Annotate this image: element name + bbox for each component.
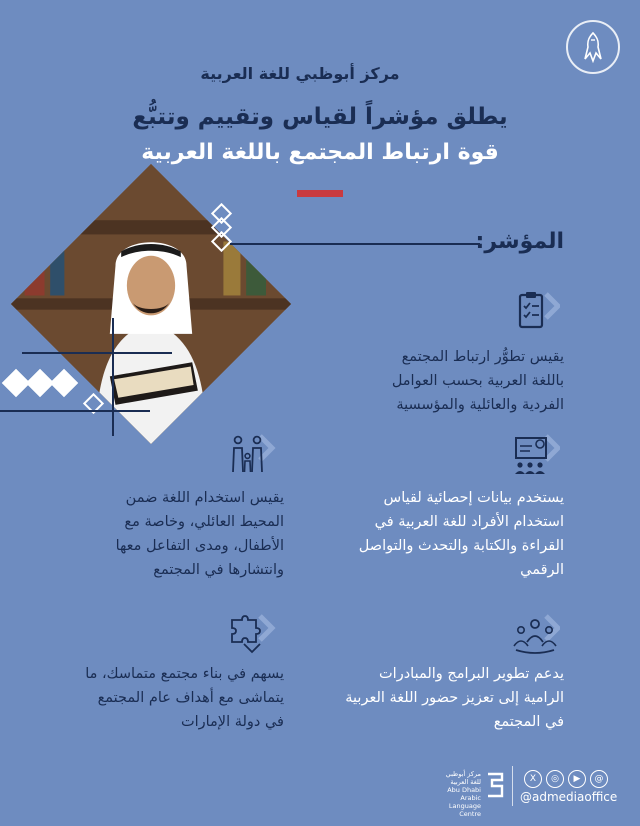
decor-line <box>22 352 172 354</box>
block-line: الرامية إلى تعزيز حضور اللغة العربية <box>345 690 564 706</box>
office-logo <box>566 20 620 74</box>
threads-icon[interactable]: @ <box>590 770 608 788</box>
footer-org-name <box>437 770 481 818</box>
puzzle-icon <box>226 612 276 656</box>
community-icon <box>510 612 560 656</box>
presentation-icon <box>510 432 560 476</box>
indicator-block-2 <box>264 486 564 582</box>
decor-diamond <box>50 369 78 397</box>
block-line: المحيط العائلي، وخاصة مع <box>124 514 284 530</box>
block-line: يقيس تطوُّر ارتباط المجتمع <box>401 349 564 365</box>
accent-divider <box>297 190 343 197</box>
block-line: يتماشى مع أهداف عام المجتمع <box>97 690 284 706</box>
org-line: Language Centre <box>448 802 481 818</box>
block-line: باللغة العربية بحسب العوامل <box>391 373 564 389</box>
indicator-block-4 <box>264 662 564 734</box>
indicator-block-5 <box>14 662 284 734</box>
org-line: للغة العربية <box>450 778 481 786</box>
section-heading: المؤشر: <box>475 229 564 254</box>
block-line: في المجتمع <box>493 714 564 730</box>
block-line: يسهم في بناء مجتمع متماسك، ما <box>85 666 284 682</box>
footer-divider <box>512 766 513 806</box>
block-line: يقيس استخدام اللغة ضمن <box>125 490 284 506</box>
subtitle: مركز أبوظبي للغة العربية <box>200 64 400 83</box>
indicator-block-3 <box>14 486 284 582</box>
block-line: الأطفال، ومدى التفاعل معها <box>115 538 284 554</box>
decor-line <box>112 318 114 436</box>
decor-line <box>0 410 150 412</box>
title-line-1: يطلق مؤشراً لقياس وتقييم وتتبُّع <box>132 104 508 130</box>
arabic-centre-logo-icon <box>484 770 506 800</box>
indicator-block-1 <box>264 345 564 417</box>
block-line: الفردية والعائلية والمؤسسية <box>396 397 564 413</box>
man-reading-illustration <box>11 164 291 444</box>
x-icon[interactable]: X <box>524 770 542 788</box>
title-line-2: قوة ارتباط المجتمع باللغة العربية <box>141 140 499 165</box>
reader-photo <box>11 164 291 444</box>
family-icon <box>226 432 276 476</box>
heading-rule <box>230 243 480 245</box>
org-line: مركز أبوظبي <box>445 770 481 778</box>
block-line: يستخدم بيانات إحصائية لقياس <box>383 490 564 506</box>
block-line: في دولة الإمارات <box>180 714 284 730</box>
checklist-icon <box>510 290 560 334</box>
block-line: وانتشارها في المجتمع <box>153 562 284 578</box>
youtube-icon[interactable]: ▶ <box>568 770 586 788</box>
block-line: الرقمي <box>520 562 564 578</box>
block-line: استخدام الأفراد للغة العربية في <box>374 514 564 530</box>
instagram-icon[interactable]: ◎ <box>546 770 564 788</box>
social-handle[interactable]: @admediaoffice <box>520 790 618 804</box>
block-line: القراءة والكتابة والتحدث والتواصل <box>358 538 564 554</box>
block-line: يدعم تطوير البرامج والمبادرات <box>379 666 564 682</box>
falcon-icon <box>579 31 607 63</box>
org-line: Abu Dhabi Arabic <box>447 786 481 802</box>
